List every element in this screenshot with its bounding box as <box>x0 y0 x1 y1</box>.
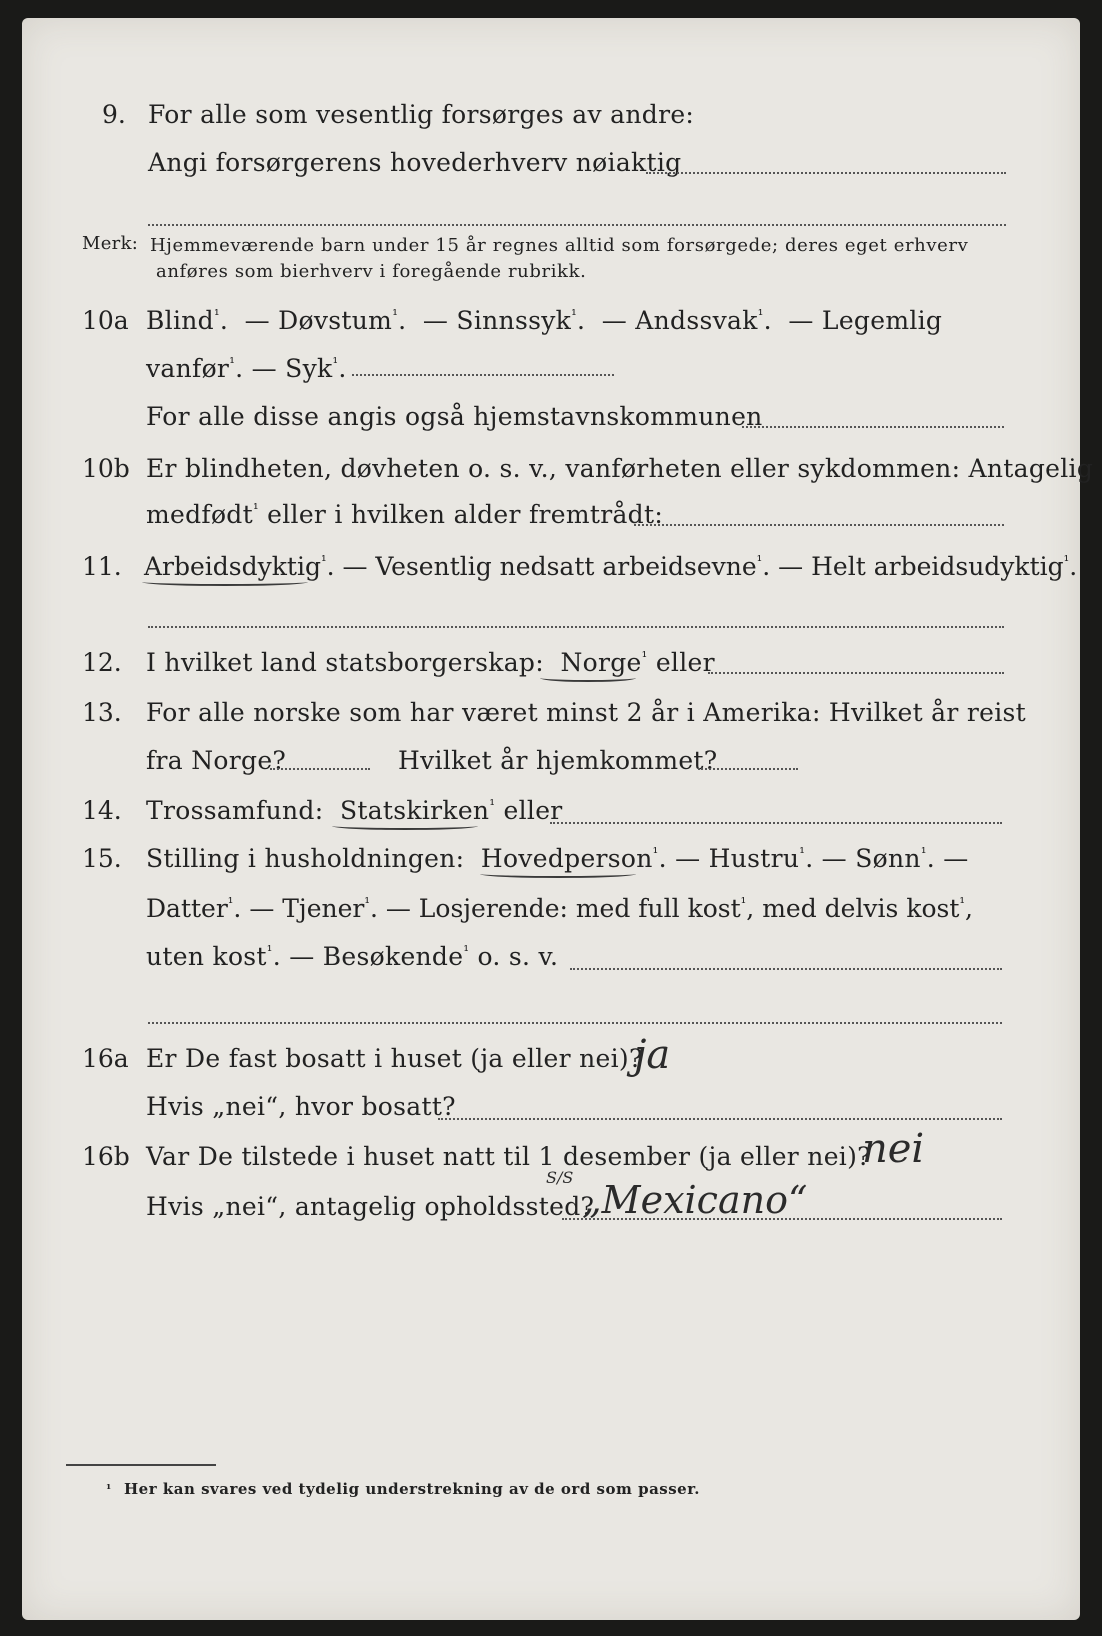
q16b-handwritten-prefix: S/S <box>546 1168 574 1187</box>
q11-line1: Arbeidsdyktig$^{^1}$. — Vesentlig nedsatt arbeidsevne$^{^1}$. — Helt arbeidsudyktig$^{^1}$. <box>144 552 1078 581</box>
q14-handwritten-underline <box>332 822 478 830</box>
q16b-line1: Var De tilstede i huset natt til 1 desember (ja eller nei)? <box>146 1142 871 1171</box>
q9-line1: For alle som vesentlig forsørges av andre: <box>148 100 695 129</box>
q13-reist-answer-line[interactable] <box>270 768 370 770</box>
q10a-syk-answer-line[interactable] <box>352 374 614 376</box>
q10b-number: 10b <box>82 454 130 483</box>
q16b-opholdssted-answer-line[interactable] <box>562 1218 1002 1220</box>
q14-number: 14. <box>82 796 122 825</box>
q14-answer-line[interactable] <box>550 822 1002 824</box>
q9-answer-line[interactable] <box>646 172 1006 174</box>
merk-label: Merk: <box>82 233 139 254</box>
q12-line: I hvilket land statsborgerskap: Norge$^{^1}$ eller <box>146 648 715 677</box>
q9-number: 9. <box>102 100 126 129</box>
q16a-line1: Er De fast bosatt i huset (ja eller nei)? <box>146 1044 643 1073</box>
q16b-number: 16b <box>82 1142 130 1171</box>
q10a-line3: For alle disse angis også hjemstavnskommunen <box>146 402 763 431</box>
q15-number: 15. <box>82 844 122 873</box>
q16a-bosatt-answer-line[interactable] <box>438 1118 1002 1120</box>
q9-answer-line-2[interactable] <box>148 224 1006 226</box>
q15-line1: Stilling i husholdningen: Hovedperson$^{^1}$. — Hustru$^{^1}$. — Sønn$^{^1}$. — <box>146 844 969 873</box>
q15-line2: Datter$^{^1}$. — Tjener$^{^1}$. — Losjerende: med full kost$^{^1}$, med delvis kost$^{^1}$, <box>146 894 973 923</box>
q11-answer-line[interactable] <box>148 626 1004 628</box>
merk-line2: anføres som bierhverv i foregående rubrikk. <box>156 261 587 282</box>
q15-answer-line[interactable] <box>570 968 1002 970</box>
q15-line3: uten kost$^{^1}$. — Besøkende$^{^1}$ o. s. v. <box>146 942 559 971</box>
q14-line: Trossamfund: Statskirken$^{^1}$ eller <box>146 796 563 825</box>
q16a-handwritten-answer: ja <box>634 1032 671 1078</box>
q16b-handwritten-opholdssted: „Mexicano“ <box>582 1178 808 1222</box>
q9-line2: Angi forsørgerens hovederhverv nøiaktig <box>148 148 682 177</box>
footnote-text: Her kan svares ved tydelig understrekning av de ord som passer. <box>124 1480 700 1498</box>
footnote-mark: ¹ <box>106 1482 112 1496</box>
q10a-line1: Blind$^{^1}$. — Døvstum$^{^1}$. — Sinnssyk$^{^1}$. — Andssvak$^{^1}$. — Legemlig <box>146 306 943 335</box>
q11-number: 11. <box>82 552 122 581</box>
q10a-hjemstavn-answer-line[interactable] <box>742 426 1004 428</box>
q15-answer-line-2[interactable] <box>148 1022 1002 1024</box>
footnote-rule <box>66 1464 216 1466</box>
q12-answer-line[interactable] <box>708 672 1004 674</box>
q10b-line1: Er blindheten, døvheten o. s. v., vanførheten eller sykdommen: Antagelig <box>146 454 1094 483</box>
q16b-line2: Hvis „nei“, antagelig opholdssted? <box>146 1192 595 1221</box>
merk-line1: Hjemmeværende barn under 15 år regnes alltid som forsørgede; deres eget erhverv <box>150 235 969 256</box>
q12-handwritten-underline <box>540 674 636 682</box>
q10a-number: 10a <box>82 306 129 335</box>
q13-number: 13. <box>82 698 122 727</box>
q13-line2b: Hvilket år hjemkommet? <box>398 746 718 775</box>
q16a-number: 16a <box>82 1044 129 1073</box>
q10b-line2: medfødt$^{^1}$ eller i hvilken alder fremtrådt: <box>146 500 664 529</box>
q16b-handwritten-answer: nei <box>862 1126 925 1172</box>
q13-hjemkommet-answer-line[interactable] <box>698 768 798 770</box>
q16a-line2: Hvis „nei“, hvor bosatt? <box>146 1092 456 1121</box>
q13-line2a: fra Norge? <box>146 746 287 775</box>
census-form-page <box>22 18 1094 1620</box>
q10a-line2: vanfør$^{^1}$. — Syk$^{^1}$. <box>146 354 347 383</box>
q11-handwritten-underline <box>142 578 308 586</box>
q10b-answer-line[interactable] <box>634 524 1004 526</box>
q12-number: 12. <box>82 648 122 677</box>
q13-line1: For alle norske som har været minst 2 år i Amerika: Hvilket år reist <box>146 698 1027 727</box>
q15-handwritten-underline <box>480 870 636 878</box>
